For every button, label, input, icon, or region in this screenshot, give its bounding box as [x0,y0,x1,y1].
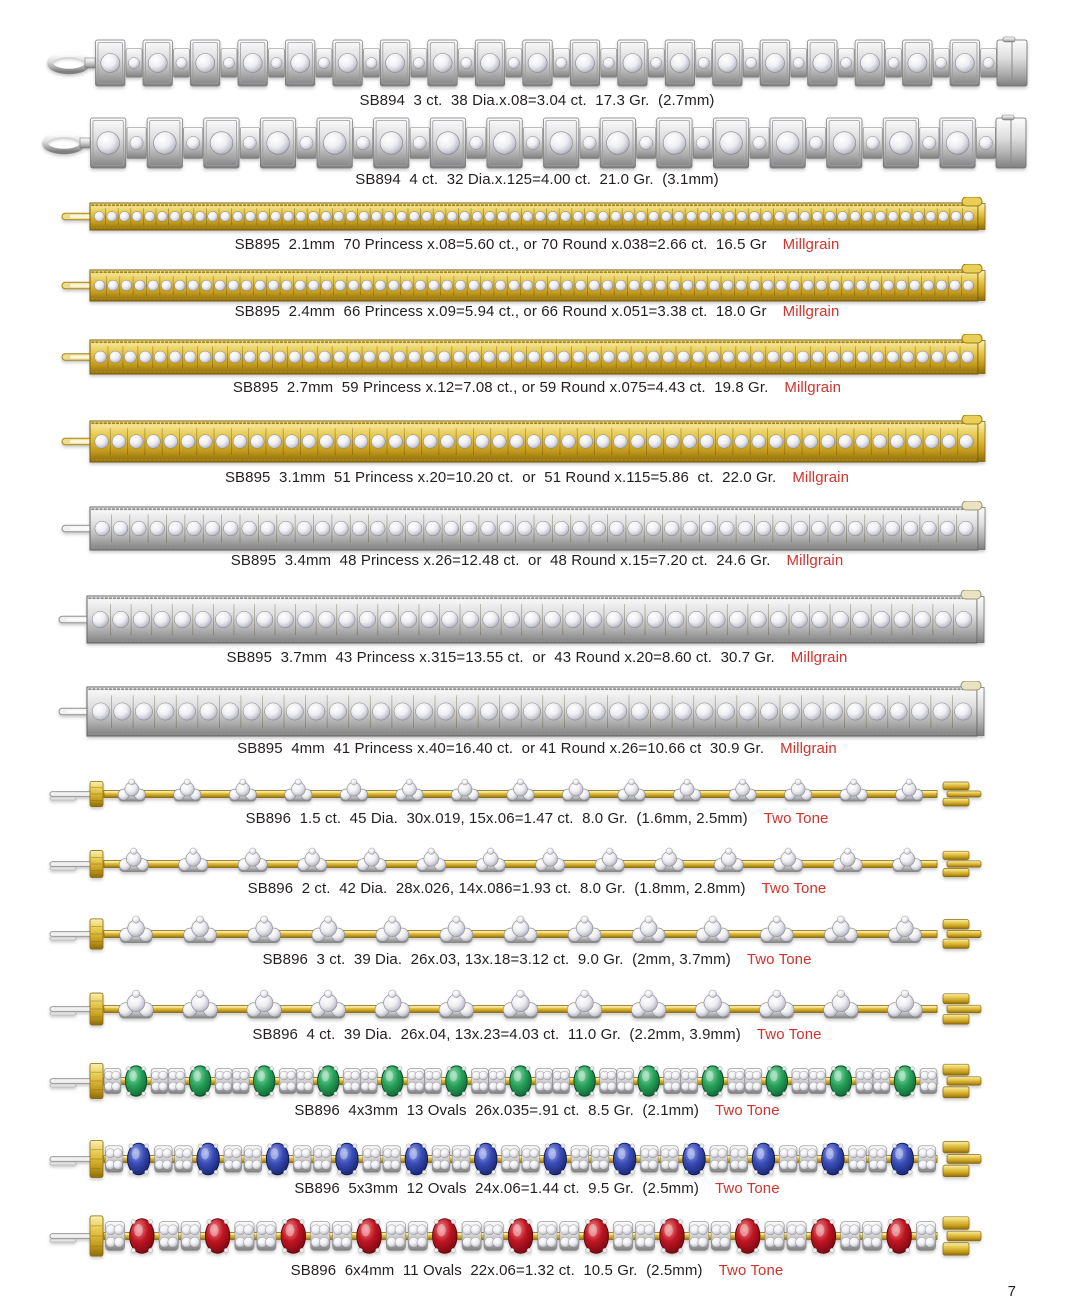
product-style-note: Two Tone [718,1262,784,1279]
product-description: SB896 6x4mm 11 Ovals 22x.06=1.32 ct. 10.5 Gr. (2.5mm) [290,1262,703,1279]
product-caption [0,1262,1074,1279]
product-description: SB895 4mm 41 Princess x.40=16.40 ct. or 41 Round x.26=10.66 ct 30.9 Gr. [237,740,765,757]
product-style-note: Millgrain [792,469,850,486]
bracelet-image [58,334,1014,382]
product-caption [0,92,1074,109]
product-description: SB895 3.1mm 51 Princess x.20=10.20 ct. or 51 Round x.115=5.86 ct. 22.0 Gr. [224,469,777,486]
product-description: SB896 5x3mm 12 Ovals 24x.06=1.44 ct. 9.5 Gr. (2.5mm) [294,1180,699,1197]
bracelet-image [55,590,1013,651]
product-description: SB896 2 ct. 42 Dia. 28x.026, 14x.086=1.93 ct. 8.0 Gr. (1.8mm, 2.8mm) [247,880,746,897]
product-description: SB895 2.1mm 70 Princess x.08=5.60 ct., or 70 Round x.038=2.66 ct. 16.5 Gr [234,236,767,253]
bracelet-image [48,911,993,961]
product-description: SB895 3.4mm 48 Princess x.26=12.48 ct. or 48 Round x.15=7.20 ct. 24.6 Gr. [230,552,771,569]
product-style-note: Millgrain [782,303,840,320]
product-description: SB895 2.4mm 66 Princess x.09=5.94 ct., or 66 Round x.051=3.38 ct. 18.0 Gr [234,303,767,320]
product-style-note: Millgrain [782,236,840,253]
bracelet-image [48,985,993,1037]
product-caption [0,469,1074,486]
product-caption [0,951,1074,968]
product-style-note: Two Tone [746,951,812,968]
product-style-note: Millgrain [786,552,844,569]
product-caption [0,1026,1074,1043]
product-caption [0,379,1074,396]
product-caption [0,171,1074,188]
bracelet-image [48,1132,993,1190]
product-caption [0,880,1074,897]
product-style-note: Two Tone [763,810,829,827]
page-number: 7 [1007,1283,1016,1300]
product-caption [0,552,1074,569]
product-description: SB896 4 ct. 39 Dia. 26x.04, 13x.23=4.03 ct. 11.0 Gr. (2.2mm, 3.9mm) [252,1026,741,1043]
product-style-note: Millgrain [784,379,842,396]
bracelet-image [55,681,1013,744]
product-style-note: Millgrain [780,740,837,757]
bracelet-image [48,843,993,889]
product-caption [0,1180,1074,1197]
product-description: SB894 4 ct. 32 Dia.x.125=4.00 ct. 21.0 Gr. (3.1mm) [355,171,719,188]
product-caption [0,649,1074,666]
product-description: SB896 3 ct. 39 Dia. 26x.03, 13x.18=3.12 ct. 9.0 Gr. (2mm, 3.7mm) [262,951,731,968]
product-description: SB896 4x3mm 13 Ovals 26x.035=.91 ct. 8.5 Gr. (2.1mm) [294,1102,699,1119]
product-caption [0,810,1074,827]
bracelet-image [58,197,1014,238]
product-style-note: Two Tone [714,1102,780,1119]
bracelet-image [58,415,1014,470]
product-style-note: Two Tone [756,1026,822,1043]
product-description: SB894 3 ct. 38 Dia.x.08=3.04 ct. 17.3 Gr. (2.7mm) [359,92,715,109]
bracelet-image [58,501,1014,558]
product-style-note: Two Tone [761,880,827,897]
product-caption [0,1102,1074,1119]
product-description: SB896 1.5 ct. 45 Dia. 30x.019, 15x.06=1.47 ct. 8.0 Gr. (1.6mm, 2.5mm) [245,810,748,827]
bracelet-image [40,114,1032,178]
product-caption [0,236,1074,253]
product-style-note: Millgrain [790,649,848,666]
bracelet-image [58,264,1014,309]
product-style-note: Two Tone [714,1180,780,1197]
product-description: SB895 3.7mm 43 Princess x.315=13.55 ct. or 43 Round x.20=8.60 ct. 30.7 Gr. [226,649,775,666]
bracelet-image [48,1207,993,1269]
product-caption [0,303,1074,320]
bracelet-image [48,774,993,818]
bracelet-image [45,36,1033,96]
bracelet-image [48,1055,993,1111]
product-caption [0,740,1074,757]
product-description: SB895 2.7mm 59 Princess x.12=7.08 ct., or 59 Round x.075=4.43 ct. 19.8 Gr. [232,379,769,396]
